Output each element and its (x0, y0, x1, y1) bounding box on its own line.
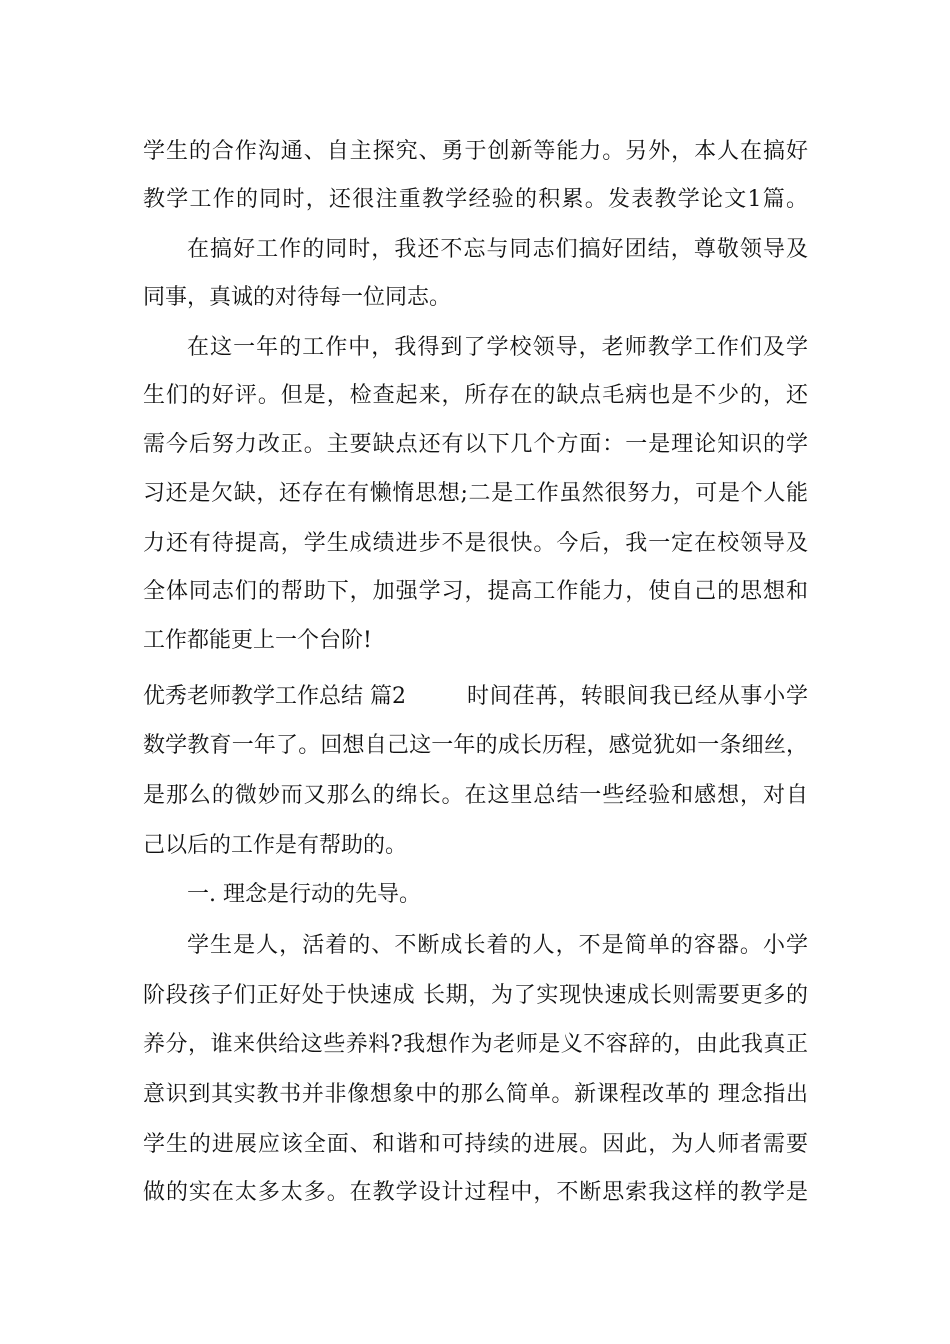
paragraph-line: 习还是欠缺，还存在有懒惰思想;二是工作虽然很努力，可是个人能 (143, 481, 808, 506)
paragraph-line: 时间荏苒，转眼间我已经从事小学 (467, 684, 808, 709)
paragraph-line: 需今后努力改正。主要缺点还有以下几个方面：一是理论知识的学 (143, 432, 808, 457)
paragraph-line: 数学教育一年了。回想自己这一年的成长历程，感觉犹如一条细丝， (143, 733, 808, 758)
section-heading: 优秀老师教学工作总结 篇2 (143, 684, 406, 709)
paragraph-line: 是那么的微妙而又那么的绵长。在这里总结一些经验和感想，对自 (143, 783, 808, 808)
paragraph-line: 教学工作的同时，还很注重教学经验的积累。发表教学论文1篇。 (143, 187, 808, 212)
paragraph-line: 做的实在太多太多。在教学设计过程中，不断思索我这样的教学是 (143, 1180, 808, 1205)
paragraph-line: 养分，谁来供给这些养料?我想作为老师是义不容辞的，由此我真正 (143, 1032, 808, 1057)
paragraph-line: 学生的合作沟通、自主探究、勇于创新等能力。另外，本人在搞好 (143, 139, 808, 164)
paragraph-line: 阶段孩子们正好处于快速成 长期，为了实现快速成长则需要更多的 (143, 983, 808, 1008)
paragraph-line: 在这一年的工作中，我得到了学校领导，老师教学工作们及学 (187, 335, 808, 360)
paragraph-line: 意识到其实教书并非像想象中的那么简单。新课程改革的 理念指出 (143, 1082, 808, 1107)
paragraph-line: 生们的好评。但是，检查起来，所存在的缺点毛病也是不少的，还 (143, 383, 808, 408)
paragraph-line: 在搞好工作的同时，我还不忘与同志们搞好团结，尊敬领导及 (187, 237, 808, 262)
paragraph-line: 同事，真诚的对待每一位同志。 (143, 285, 452, 310)
paragraph-line: 学生的进展应该全面、和谐和可持续的进展。因此，为人师者需要 (143, 1132, 808, 1157)
paragraph-line: 工作都能更上一个台阶! (143, 628, 372, 653)
paragraph-line: 学生是人，活着的、不断成长着的人，不是简单的容器。小学 (187, 933, 808, 958)
paragraph-line: 己以后的工作是有帮助的。 (143, 833, 408, 858)
paragraph-line: 力还有待提高，学生成绩进步不是很快。今后，我一定在校领导及 (143, 531, 808, 556)
paragraph-line: 全体同志们的帮助下，加强学习，提高工作能力，使自己的思想和 (143, 579, 808, 604)
subheading: 一. 理念是行动的先导。 (187, 882, 421, 907)
